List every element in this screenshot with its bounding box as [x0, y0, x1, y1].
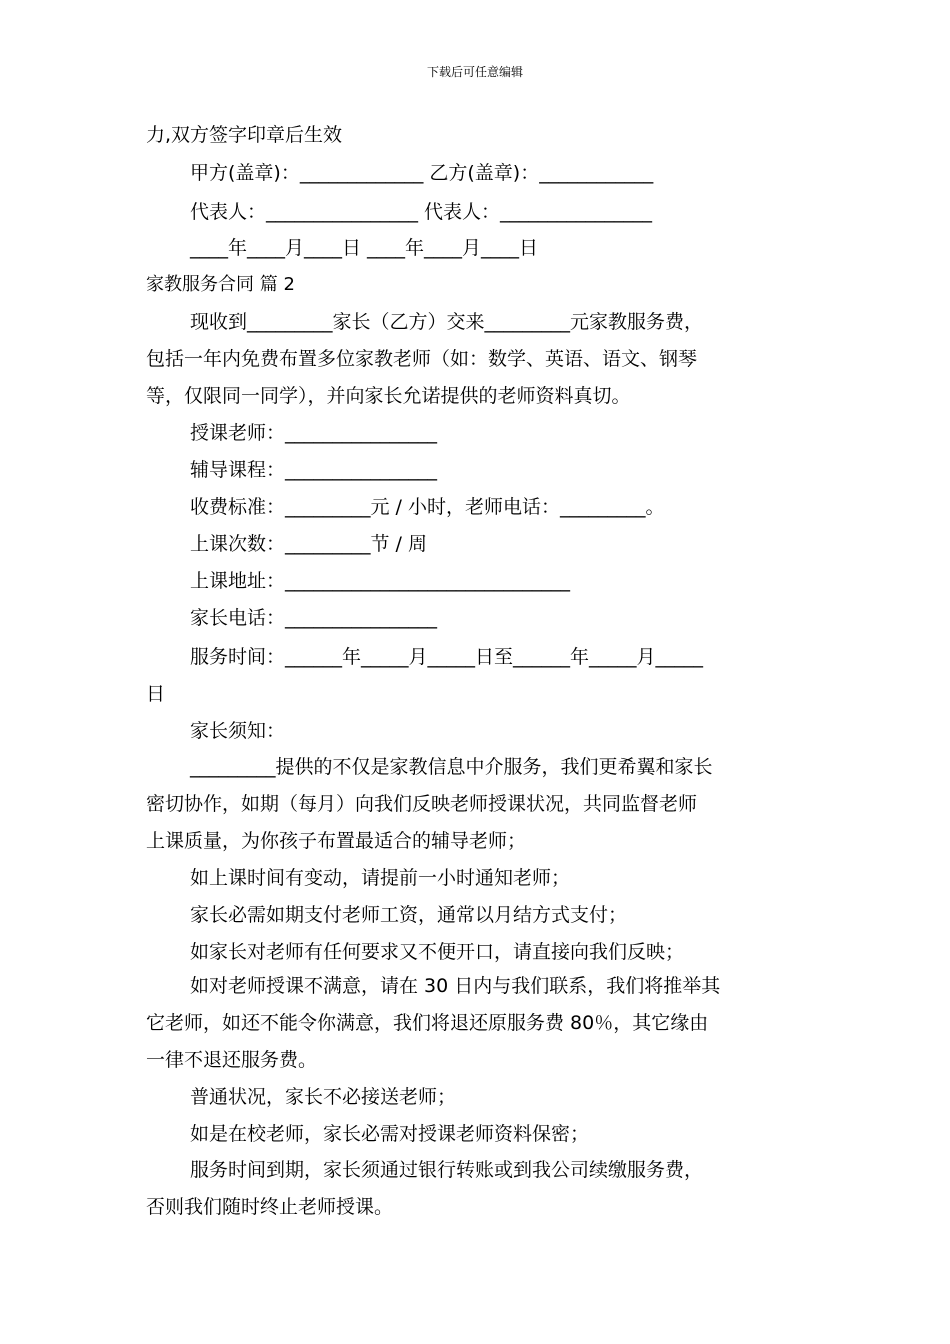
field-parent-phone: 家长电话：________________: [190, 607, 438, 629]
paragraph-line: 如家长对老师有任何要求又不便开口，请直接向我们反映；: [190, 941, 685, 963]
representative-line: 代表人：________________ 代表人：________________: [190, 201, 653, 223]
field-address: 上课地址：______________________________: [190, 570, 571, 592]
paragraph-line: 否则我们随时终止老师授课。: [146, 1196, 394, 1218]
date-line: ____年____月____日 ____年____月____日: [190, 237, 539, 259]
page-header: 下载后可任意编辑: [426, 65, 523, 79]
paragraph-line: 上课质量，为你孩子布置最适合的辅导老师；: [146, 830, 527, 852]
paragraph-line: 家长必需如期支付老师工资，通常以月结方式支付；: [190, 904, 628, 926]
paragraph-line: 如是在校老师，家长必需对授课老师资料保密；: [190, 1123, 590, 1145]
paragraph-line: 等，仅限同一同学），并向家长允诺提供的老师资料真切。: [146, 385, 631, 407]
paragraph-line: 密切协作，如期（每月）向我们反映老师授课状况，共同监督老师: [146, 793, 698, 815]
paragraph-line: 包括一年内免费布置多位家教老师（如：数学、英语、语文、钢琴: [146, 348, 698, 370]
field-frequency: 上课次数：_________节 / 周: [190, 533, 427, 555]
field-course: 辅导课程：________________: [190, 459, 438, 481]
paragraph-line: 普通状况，家长不必接送老师；: [190, 1086, 457, 1108]
notice-heading: 家长须知：: [190, 720, 286, 742]
paragraph-line: 现收到_________家长（乙方）交来_________元家教服务费，: [190, 311, 704, 333]
section-title: 家教服务合同 篇 2: [146, 274, 295, 295]
party-a-b-seal-line: 甲方(盖章)：_____________ 乙方(盖章)：____________: [190, 162, 654, 184]
text-line: 力,双方签字印章后生效: [146, 124, 343, 146]
paragraph-line: 一律不退还服务费。: [146, 1049, 318, 1071]
paragraph-line: 它老师，如还不能令你满意，我们将退还原服务费 80％，其它缘由: [146, 1012, 709, 1034]
field-fee: 收费标准：_________元 / 小时，老师电话：_________。: [190, 496, 665, 518]
paragraph-line: 服务时间到期，家长须通过银行转账或到我公司续缴服务费，: [190, 1159, 704, 1181]
paragraph-line: 如对老师授课不满意，请在 30 日内与我们联系，我们将推举其: [190, 975, 721, 997]
field-service-period: 服务时间：______年_____月_____日至______年_____月_____: [190, 646, 704, 668]
paragraph-line: _________提供的不仅是家教信息中介服务，我们更希翼和家长: [190, 756, 713, 778]
field-service-period-end: 日: [146, 683, 166, 705]
field-teacher: 授课老师：________________: [190, 422, 438, 444]
paragraph-line: 如上课时间有变动，请提前一小时通知老师；: [190, 867, 571, 889]
